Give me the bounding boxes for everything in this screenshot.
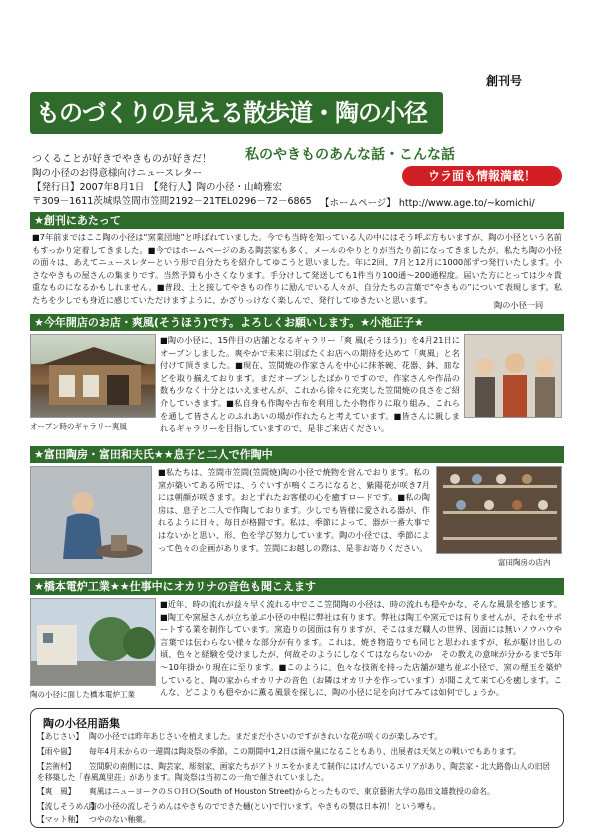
newsletter-title: ものづくりの見える散歩道・陶の小径 — [36, 99, 427, 127]
glossary-desc: 陶の小径では昨年あじさいを植えました。まだまだ小さいのですがきれいな花が咲くのが楽しみです。 — [89, 732, 443, 741]
section-body-launch: ■7年前まではここ陶の小径は“窯業団地”と呼ばれていました。今でも当時を知っている人の中にはそう呼ぶ方もいますが、陶の小径という名前もすっかり定着してきました。■今ではホームページのある陶芸家も多く、メールのやりとりが当たり前になってきましたが、私たち陶の小径の面々は、あえてニュースレターという形で自分たちを紹介してゆこうと思いました。年に2回、7月と12月に1000部ずつ発行いたします。小さなやきもの屋さんの集まりです。当然予算も小さくなります。手分けして発送しても1件当り100通～200通程度。届いた方にとっては少々貴重なものになるかもしれません。■普段、土と接してやきもの作りに励んでいる人々が、自分たちの言葉で“やきもの”について表現します。私たちを少しでも身近に感じていただけますように、かざりっけなく楽しんで、発行してゆきたいと思います。 — [32, 232, 562, 305]
photo-caption-tomita: 富田陶房の店内 — [498, 558, 551, 567]
three-people-illustration — [465, 335, 562, 418]
back-page-badge: ウラ面も情報満載！ — [402, 166, 562, 186]
potter-at-wheel-photo — [30, 466, 152, 574]
glossary-term: 【芸術村】 — [37, 762, 76, 771]
glossary-desc: 爽風はニューヨークのＳＯＨＯ(South of Houston Street)からとったもので、東京藝術大学の島田文雄教授の命名。 — [89, 787, 495, 796]
glossary-item — [37, 731, 442, 742]
potter-illustration — [31, 467, 152, 574]
photo-caption-hashimoto: 陶の小径に面した橋本電炉工業 — [30, 690, 135, 699]
glossary-item — [37, 746, 521, 757]
glossary-title: 陶の小径用語集 — [43, 717, 120, 730]
section-body-souhou: ■陶の小径に、15件目の店舗となるギャラリー「爽 風(そうほう)」を4月21日にオープンしました。爽やかで未来に羽ばたくお店への期待を込めて「爽風」と名付けて頂きました。■現在、笠間焼の作家さんを中心に抹茶碗、花器、鉢、皿などを取り揃えております。まだオープンしたばかりですので、作家さんや作品の数も少なく十分とはいえませんが、これから徐々に充実した笠間焼の良さをご紹介していきます。■私自身も作陶や古布を利用した小物作りに取り組み、これらを通して皆さんとのふれあいの場が作れたらと考えています。■皆さんに親しまれるギャラリーを目指していますので、是非ご来店ください。 — [160, 335, 460, 434]
section-body-hashimoto: ■近年、時の流れが益々早く流れる中でここ笠間陶の小径は、時の流れも穏やかな、そんな風景を感じます。■陶工や窯屋さんが立ち並ぶ小径の中程に弊社は有ります。弊社は陶工や窯元では有りませんが、それをサポートする業を制作しています。窯造りの図面は有りますが、そこはまだ職人の世界、図面には無いノウハウや言葉では伝わらない様々な部分が有ります。これは、焼き物造りでも同じと思われますが、私が駆け出しの頃、色々と経験を受けましたが、何故そのようにしなくてはならないのか その教えの意味が分かるまで5年～10年掛かり現在に至ります。■このように、色々な技術を持った店舗が建ち並ぶ小径で、窯の煙玉を築炉していると、陶の家からオカリナの音色（お隣はオカリナを作っています）が聞こえて来て心を癒します。こんな、どこよりも穏やかに薫る風景を探しに、陶の小径に足を向けてみては如何でしょうか。 — [160, 599, 562, 698]
section-signature: 陶の小径一同 — [494, 300, 544, 310]
issue-label: 創刊号 — [485, 74, 522, 88]
glossary-term: 【雨や嵐】 — [37, 747, 76, 756]
glossary-term: 【爽 風】 — [37, 787, 76, 796]
section-heading-souhou: ★今年開店のお店・爽風(そうほう)です。よろしくお願いします。★小池正子★ — [30, 314, 564, 331]
tagline: つくることが好きでやきものが好きだ！ — [32, 154, 212, 165]
masthead-info — [32, 167, 312, 209]
section-body-tomita: ■私たちは、笠間市笠間(笠間焼)陶の小径で焼物を営んでおります。私の窯が築いてある所では、うぐいすが鳴くころになると、紫陽花が咲き7月には朝顔が咲きます。おとずれたお客様の心を癒すロードです。■私の陶房は、息子と二人で作陶しております。少しでも皆様に愛される器が、作れるように日々、毎日が格闘です。私は、季節によって、器が一番大事ではないかと思い、形、色を学び努力しています。陶の小径では、季節によって色々の企画があります。笠間にお越しの際は、是非お寄りください。 — [158, 467, 430, 553]
photo-caption-souhou: オープン時のギャラリー爽風 — [30, 422, 127, 431]
title-banner — [30, 92, 443, 134]
glossary-desc: つやのない釉薬。 — [89, 815, 151, 824]
glossary-desc: 陶の小径の流しそうめんはやきものでできた樋(とい)で行います。やきもの製は日本初！という噂も。 — [89, 802, 441, 811]
glossary-term: 【あじさい】 — [37, 732, 84, 741]
glossary-item — [37, 814, 151, 825]
owners-portrait-photo — [464, 334, 562, 418]
section-heading-tomita: ★富田陶房・富田和夫氏★★息子と二人で作陶中 — [30, 446, 564, 463]
section-heading-hashimoto: ★橋本電炉工業★★仕事中にオカリナの音色も聞こえます — [30, 578, 564, 595]
storefront-illustration — [31, 335, 156, 418]
section-heading-launch: ★創刊にあたって — [30, 212, 564, 229]
publication-info: 【発行日】2007年8月1日 【発行人】陶の小径・山崎雅宏 — [32, 182, 283, 193]
glossary-term: 【流しそうめん】 — [37, 802, 99, 811]
street-illustration — [31, 599, 156, 686]
glossary-box — [30, 708, 564, 828]
glossary-item — [37, 761, 557, 783]
shop-interior-photo — [436, 466, 562, 554]
subtitle: 私のやきものあんな話・こんな話 — [245, 147, 455, 163]
glossary-term: 【マット釉】 — [37, 815, 83, 824]
glossary-desc: 笠間駅の南側には、陶芸家、彫刻家、画家たちがアトリエをかまえて制作にはげんでいるエリアがあり、陶芸家・北大路魯山人の旧居を移築した「春風萬里荘」があります。陶炎祭は当初この一角で催されていました。 — [37, 762, 551, 782]
glossary-item — [37, 786, 495, 797]
gallery-storefront-photo — [30, 334, 156, 418]
glossary-item — [37, 801, 440, 812]
homepage-link[interactable]: 【ホームページ】 http://www.age.to/~komichi/ — [320, 198, 535, 209]
newsletter-description: 陶の小径のお得意様向けニュースレター — [32, 168, 203, 179]
hashimoto-building-photo — [30, 598, 156, 686]
shelves-illustration — [437, 467, 562, 554]
address-info: 〒309－1611茨城県笠間市笠間2192－21TEL0296－72－6865 — [32, 196, 312, 207]
glossary-desc: 毎年4月末からの一週間は陶炎祭の季節。この期間中1,2日は雨や嵐になることもあり、出展者は天気との戦いでもあります。 — [89, 747, 521, 756]
